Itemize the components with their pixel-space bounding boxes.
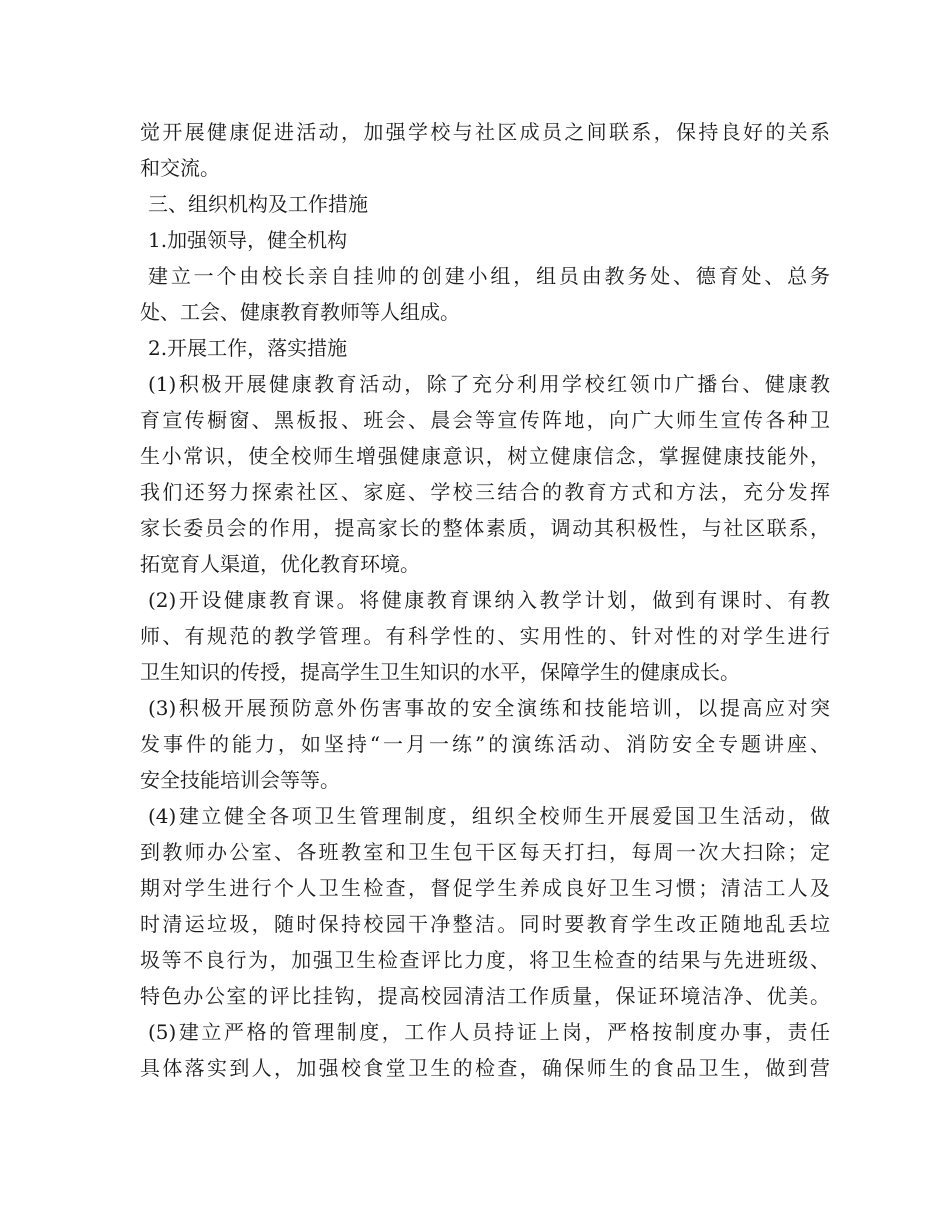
text-line: (4)建立健全各项卫生管理制度，组织全校师生开展爱国卫生活动，做 (148, 804, 830, 828)
text-line: 具体落实到人，加强校食堂卫生的检查，确保师生的食品卫生，做到营 (140, 1056, 830, 1080)
text-line: 处、工会、健康教育教师等人组成。 (140, 300, 460, 324)
text-line: 生小常识，使全校师生增强健康意识，树立健康信念，掌握健康技能外， (140, 444, 830, 468)
text-line: (3)积极开展预防意外伤害事故的安全演练和技能培训，以提高应对突 (148, 696, 830, 720)
text-line: (5)建立严格的管理制度，工作人员持证上岗，严格按制度办事，责任 (148, 1020, 830, 1044)
text-line: 卫生知识的传授，提高学生卫生知识的水平，保障学生的健康成长。 (140, 660, 740, 684)
text-line: 圾等不良行为，加强卫生检查评比力度，将卫生检查的结果与先进班级、 (140, 948, 830, 972)
text-line: 特色办公室的评比挂钩，提高校园清洁工作质量，保证环境洁净、优美。 (140, 984, 830, 1008)
text-line: 安全技能培训会等等。 (140, 768, 340, 792)
text-line: 我们还努力探索社区、家庭、学校三结合的教育方式和方法，充分发挥 (140, 480, 830, 504)
text-line: 建立一个由校长亲自挂帅的创建小组，组员由教务处、德育处、总务 (148, 264, 830, 288)
text-line: 家长委员会的作用，提高家长的整体素质，调动其积极性，与社区联系， (140, 516, 830, 540)
text-line: 和交流。 (140, 156, 220, 180)
text-line: 觉开展健康促进活动，加强学校与社区成员之间联系，保持良好的关系 (140, 120, 830, 144)
text-line: 时清运垃圾，随时保持校园干净整洁。同时要教育学生改正随地乱丢垃 (140, 912, 830, 936)
text-line: 期对学生进行个人卫生检查，督促学生养成良好卫生习惯；清洁工人及 (140, 876, 830, 900)
text-line: 育宣传橱窗、黑板报、班会、晨会等宣传阵地，向广大师生宣传各种卫 (140, 408, 830, 432)
text-line: 发事件的能力，如坚持“一月一练”的演练活动、消防安全专题讲座、 (140, 732, 830, 756)
subsection-heading: 1.加强领导，健全机构 (148, 228, 348, 252)
text-line: 拓宽育人渠道，优化教育环境。 (140, 552, 420, 576)
section-heading: 三、组织机构及工作措施 (148, 192, 368, 216)
text-line: (1)积极开展健康教育活动，除了充分利用学校红领巾广播台、健康教 (148, 372, 830, 396)
document-body (140, 114, 830, 1086)
text-line: 到教师办公室、各班教室和卫生包干区每天打扫，每周一次大扫除；定 (140, 840, 830, 864)
text-line: (2)开设健康教育课。将健康教育课纳入教学计划，做到有课时、有教 (148, 588, 830, 612)
subsection-heading: 2.开展工作，落实措施 (148, 336, 348, 360)
text-line: 师、有规范的教学管理。有科学性的、实用性的、针对性的对学生进行 (140, 624, 830, 648)
